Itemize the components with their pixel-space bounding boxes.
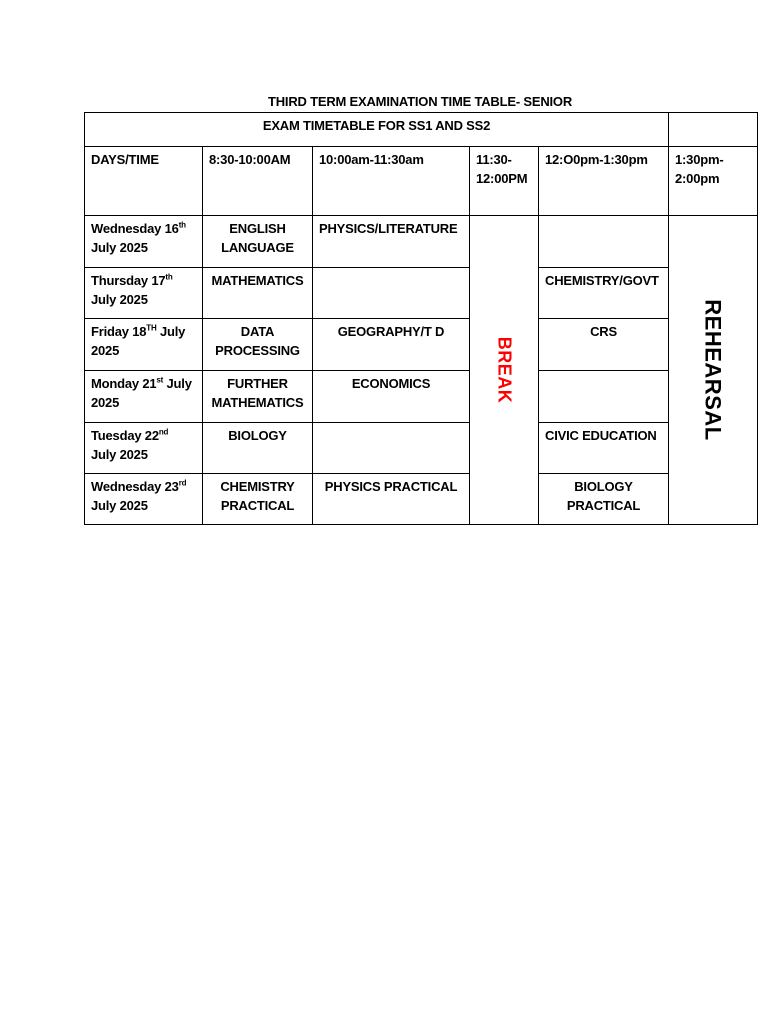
rehearsal-label: REHEARSAL xyxy=(700,299,726,441)
slot4-subject: CHEMISTRY/GOVT xyxy=(539,268,669,319)
slot1-subject: MATHEMATICS xyxy=(203,268,313,319)
slot4-subject: BIOLOGY PRACTICAL xyxy=(539,474,669,525)
slot2-subject: ECONOMICS xyxy=(313,371,470,423)
slot2-subject xyxy=(313,268,470,319)
day-cell: Thursday 17th July 2025 xyxy=(85,268,203,319)
slot4-subject xyxy=(539,371,669,423)
exam-timetable xyxy=(84,112,758,525)
slot1-subject: ENGLISH LANGUAGE xyxy=(203,216,313,268)
header-slot-4: 12:O0pm-1:30pm xyxy=(539,147,669,216)
break-label: BREAK xyxy=(494,336,515,404)
slot2-subject: PHYSICS PRACTICAL xyxy=(313,474,470,525)
rehearsal-cell xyxy=(669,216,758,525)
slot2-subject: PHYSICS/LITERATURE xyxy=(313,216,470,268)
header-slot-2: 10:00am-11:30am xyxy=(313,147,470,216)
slot1-subject: FURTHER MATHEMATICS xyxy=(203,371,313,423)
timetable-subtitle: EXAM TIMETABLE FOR SS1 AND SS2 xyxy=(85,113,669,147)
day-cell: Wednesday 16th July 2025 xyxy=(85,216,203,268)
day-cell: Wednesday 23rd July 2025 xyxy=(85,474,203,525)
break-cell xyxy=(470,216,539,525)
day-cell: Monday 21st July 2025 xyxy=(85,371,203,423)
header-slot-1: 8:30-10:00AM xyxy=(203,147,313,216)
slot4-subject xyxy=(539,216,669,268)
header-slot-3: 11:30-12:00PM xyxy=(470,147,539,216)
slot2-subject: GEOGRAPHY/T D xyxy=(313,319,470,371)
header-days-time: DAYS/TIME xyxy=(85,147,203,216)
slot4-subject: CRS xyxy=(539,319,669,371)
slot1-subject: DATA PROCESSING xyxy=(203,319,313,371)
header-slot-5: 1:30pm-2:00pm xyxy=(669,147,758,216)
slot4-subject: CIVIC EDUCATION xyxy=(539,423,669,474)
slot2-subject xyxy=(313,423,470,474)
slot1-subject: CHEMISTRY PRACTICAL xyxy=(203,474,313,525)
slot1-subject: BIOLOGY xyxy=(203,423,313,474)
day-cell: Friday 18TH July 2025 xyxy=(85,319,203,371)
day-cell: Tuesday 22nd July 2025 xyxy=(85,423,203,474)
document-title: THIRD TERM EXAMINATION TIME TABLE- SENIOR xyxy=(267,94,573,109)
empty-header-cell xyxy=(669,113,758,147)
